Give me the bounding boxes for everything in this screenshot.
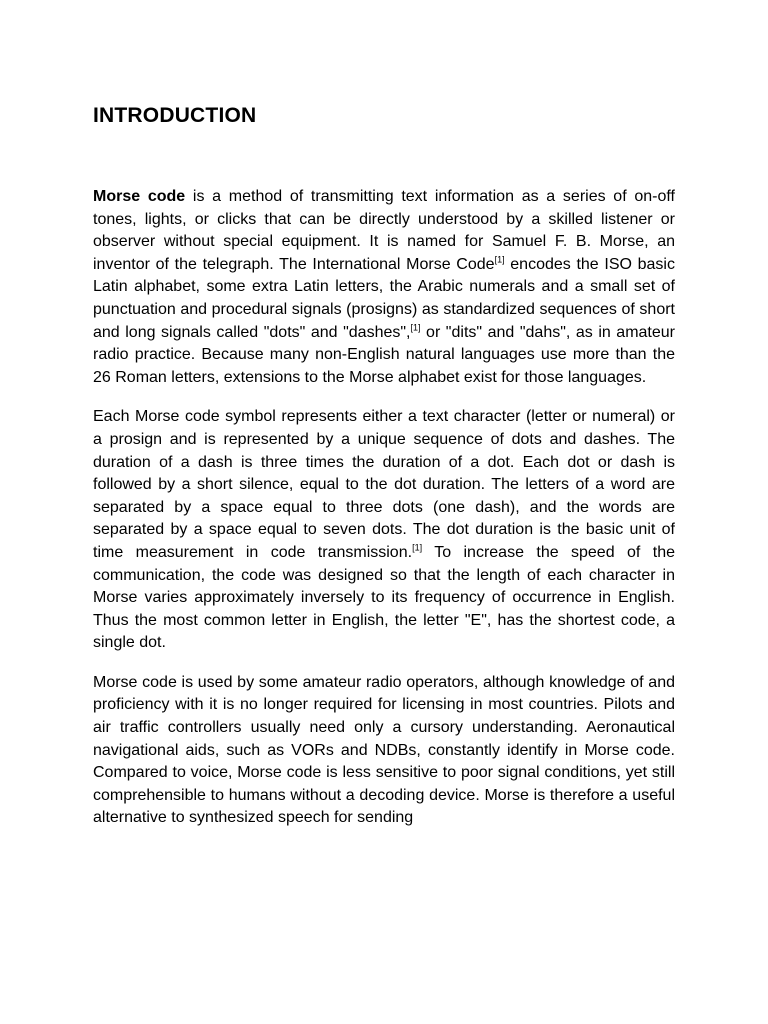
section-heading: INTRODUCTION [93, 104, 257, 127]
paragraph-1-text-b: encodes the ISO basic Latin alphabet, some extra Latin letters, the Arabic numerals and a small set of punctuation and procedural signals (prosigns) as standardized sequences of short and long signals called "dots" and "dashes", [93, 255, 675, 341]
paragraph-1-text-c: or "dits" and "dahs", as in amateur radio practice. Because many non-English natural languages use more than the 26 Roman letters, extensions to the Morse alphabet exist for those languages. [93, 323, 675, 386]
paragraph-2-text-b: To increase the speed of the communication, the code was designed so that the length of each character in Morse varies approximately inversely to its frequency of occurrence in English. Thus the most common letter in English, the letter "E", has the shortest code, a single dot. [93, 543, 675, 652]
paragraph-2-text-a: Each Morse code symbol represents either a text character (letter or numeral) or a prosign and is represented by a unique sequence of dots and dashes. The duration of a dash is three times the duration of a dot. Each dot or dash is followed by a short silence, equal to the dot duration. The letters of a word are separated by a space equal to three dots (one dash), and the words are separated by a space equal to seven dots. The dot duration is the basic unit of time measurement in code transmission. [93, 408, 675, 561]
document-page [93, 100, 675, 830]
reference-link[interactable]: [1] [412, 542, 423, 553]
term-morse-code: Morse code [93, 188, 186, 205]
paragraph-3-text: Morse code is used by some amateur radio operators, although knowledge of and proficiency with it is no longer required for licensing in most countries. Pilots and air traffic controllers usually need only a cursory understanding. Aeronautical navigational aids, such as VORs and NDBs, constantly identify in Morse code. Compared to voice, Morse code is less sensitive to poor signal conditions, yet still comprehensible to humans without a decoding device. Morse is therefore a useful alternative to synthesized speech for sending [93, 673, 675, 827]
reference-link[interactable]: [1] [494, 254, 505, 265]
paragraph-1 [93, 186, 675, 389]
paragraph-2 [93, 406, 675, 655]
paragraph-3 [93, 672, 675, 830]
reference-link[interactable]: [1] [410, 322, 421, 333]
paragraph-1-text-a: is a method of transmitting text information as a series of on-off tones, lights, or clicks that can be directly understood by a skilled listener or observer without special equipment. It is named for Samuel F. B. Morse, an inventor of the telegraph. The International Morse Code [93, 188, 675, 273]
